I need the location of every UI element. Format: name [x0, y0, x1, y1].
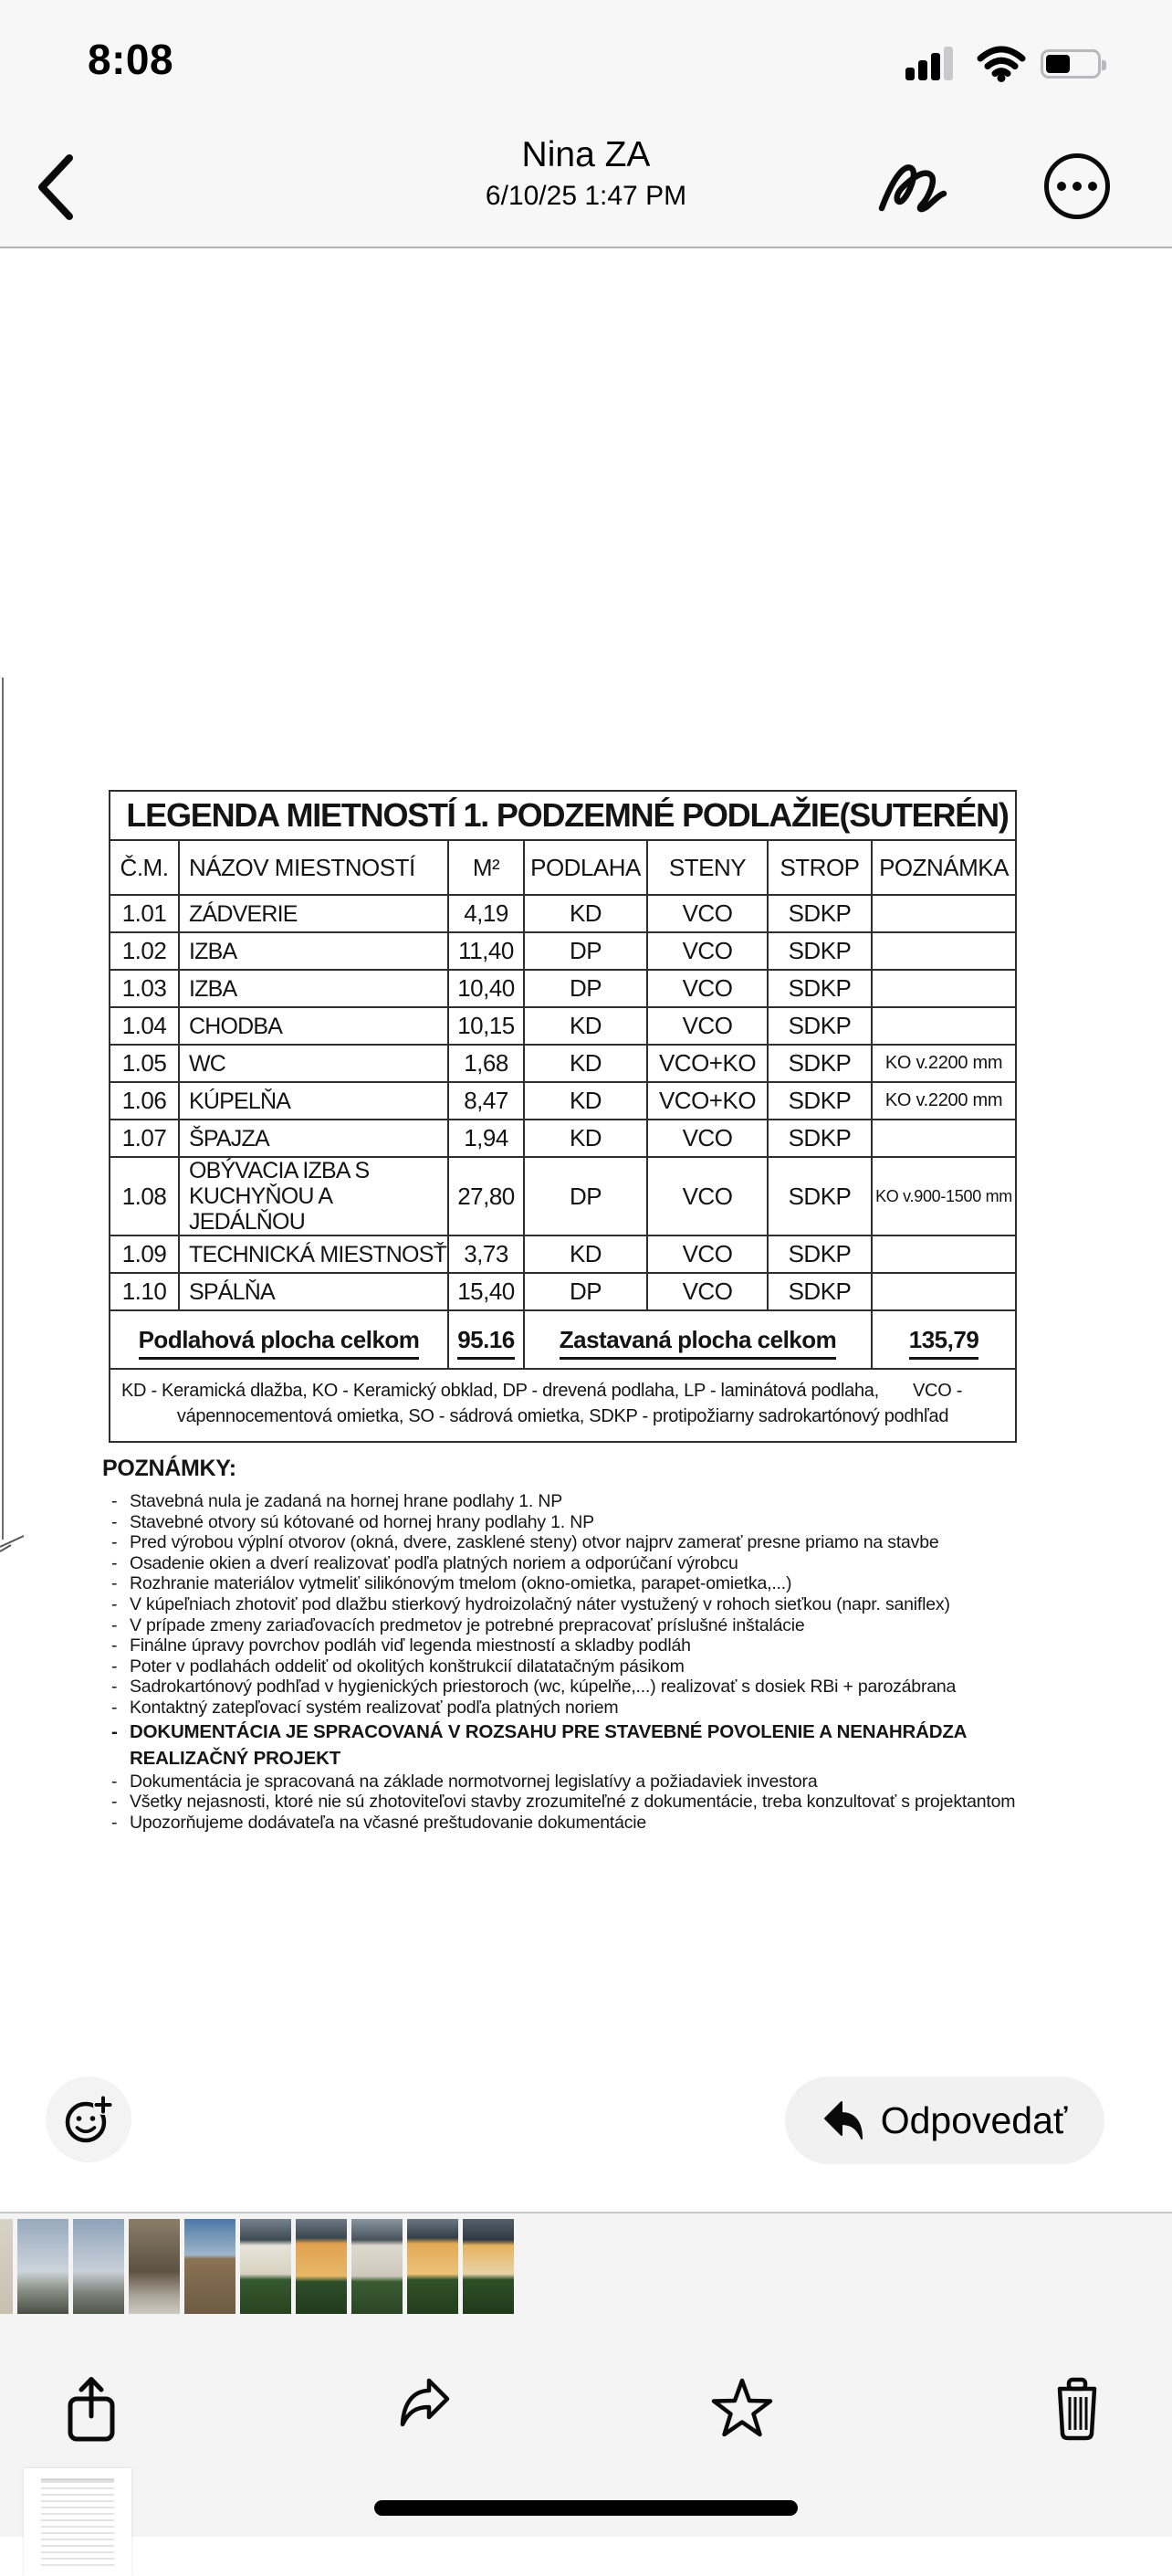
- back-button[interactable]: [31, 152, 78, 223]
- note-text: Všetky nejasnosti, ktoré nie sú zhotoviteľovi stavby zrozumiteľné z dokumentácie, treba konzultovať s projektantom: [130, 1792, 1016, 1813]
- table-cell: SDKP: [768, 1157, 872, 1235]
- note-bullet: -: [111, 1677, 118, 1698]
- note-text: Osadenie okien a dverí realizovať podľa platných noriem a odporúčaní výrobcu: [130, 1552, 738, 1573]
- note-text: DOKUMENTÁCIA JE SPRACOVANÁ V ROZSAHU PRE STAVEBNÉ POVOLENIE A NENAHRÁDZA REALIZAČNÝ PROJEKT: [130, 1720, 968, 1769]
- table-cell: KD: [524, 1120, 647, 1157]
- note-item: [102, 1615, 1125, 1636]
- table-cell: KD: [524, 1007, 647, 1045]
- abbreviation-footnote-row: [110, 1369, 1016, 1442]
- table-cell: [872, 970, 1016, 1007]
- abbreviation-footnote: [110, 1369, 1016, 1442]
- note-text: Upozorňujeme dodávateľa na včasné preštudovanie dokumentácie: [130, 1812, 647, 1833]
- battery-fill: [1046, 55, 1070, 73]
- note-bullet: -: [111, 1532, 118, 1553]
- note-item: [102, 1677, 1125, 1698]
- bottom-bar: [0, 2212, 1172, 2537]
- total-built-area-value: 135,79: [872, 1310, 1016, 1369]
- table-row: [110, 1045, 1016, 1082]
- footnote-line2: vápennocementová omietka, SO - sádrová omietka, SDKP - protipožiarny sadrokartónový podhľad: [176, 1406, 949, 1426]
- table-cell: 1.06: [110, 1082, 179, 1120]
- column-header: POZNÁMKA: [872, 840, 1016, 895]
- table-cell: SDKP: [768, 1235, 872, 1273]
- table-cell: SDKP: [768, 970, 872, 1007]
- dot: [1088, 182, 1097, 191]
- table-row: [110, 1007, 1016, 1045]
- table-row: [110, 932, 1016, 970]
- note-item: [102, 1635, 1125, 1656]
- table-cell: TECHNICKÁ MIESTNOSŤ: [179, 1235, 448, 1273]
- table-cell: 10,15: [448, 1007, 524, 1045]
- table-cell: [872, 1235, 1016, 1273]
- table-cell: 1.04: [110, 1007, 179, 1045]
- table-cell: WC: [179, 1045, 448, 1082]
- favorite-button[interactable]: [709, 2372, 775, 2445]
- table-cell: SDKP: [768, 1045, 872, 1082]
- markup-icon[interactable]: [874, 148, 958, 226]
- photo-thumbnail-edge[interactable]: [0, 2219, 13, 2314]
- note-bullet: -: [111, 1635, 118, 1656]
- note-item: [102, 1813, 1125, 1834]
- table-cell: 11,40: [448, 932, 524, 970]
- table-cell: CHODBA: [179, 1007, 448, 1045]
- smiley-plus-icon: [63, 2095, 114, 2144]
- table-cell: DP: [524, 970, 647, 1007]
- table-row: [110, 1120, 1016, 1157]
- total-floor-area-label: Podlahová plocha celkom: [110, 1310, 448, 1369]
- more-options-button[interactable]: [1044, 153, 1110, 219]
- table-cell: 1.05: [110, 1045, 179, 1082]
- table-cell: SDKP: [768, 1120, 872, 1157]
- table-cell: KD: [524, 1045, 647, 1082]
- photo-thumbnail-construction[interactable]: [129, 2219, 180, 2314]
- table-title-row: [110, 791, 1016, 840]
- note-text: Kontaktný zatepľovací systém realizovať podľa platných noriem: [130, 1697, 619, 1718]
- tapback-button[interactable]: [46, 2077, 131, 2162]
- table-cell: [872, 1273, 1016, 1310]
- table-cell: VCO: [647, 1007, 768, 1045]
- reply-arrow-icon: [822, 2099, 866, 2141]
- photo-thumbnail-house-2[interactable]: [296, 2219, 347, 2314]
- forward-icon: [398, 2377, 451, 2441]
- table-cell: DP: [524, 1273, 647, 1310]
- battery-icon: [1041, 49, 1101, 79]
- table-cell: KO v.2200 mm: [872, 1045, 1016, 1082]
- photo-thumbnail-house-4[interactable]: [407, 2219, 458, 2314]
- photo-thumbnail-house-5[interactable]: [463, 2219, 514, 2314]
- table-cell: 15,40: [448, 1273, 524, 1310]
- reply-button[interactable]: [785, 2077, 1104, 2164]
- top-bar: [0, 0, 1172, 248]
- footnote-line1-right: VCO -: [913, 1381, 963, 1401]
- table-row: [110, 1273, 1016, 1310]
- note-text: Stavebné otvory sú kótované od hornej hrany podlahy 1. NP: [130, 1511, 594, 1532]
- total-built-area-label: Zastavaná plocha celkom: [524, 1310, 872, 1369]
- note-bullet: -: [111, 1697, 118, 1718]
- dot: [1073, 182, 1082, 191]
- note-bullet: -: [111, 1812, 118, 1833]
- table-cell: 1.10: [110, 1273, 179, 1310]
- footnote-line1: KD - Keramická dlažba, KO - Keramický obklad, DP - drevená podlaha, LP - laminátová podlaha,: [121, 1381, 879, 1401]
- drawing-dimension-arrow: [0, 1527, 27, 1552]
- table-cell: VCO+KO: [647, 1045, 768, 1082]
- note-bullet: -: [111, 1614, 118, 1635]
- note-item: [102, 1698, 1125, 1719]
- column-header: PODLAHA: [524, 840, 647, 895]
- note-bullet: -: [111, 1771, 118, 1792]
- trash-icon: [1052, 2377, 1103, 2441]
- table-cell: 1,68: [448, 1045, 524, 1082]
- conversation-title: Nina ZA: [521, 135, 651, 174]
- table-row: [110, 895, 1016, 932]
- notes-section: [102, 1456, 1125, 1833]
- table-cell: 1.02: [110, 932, 179, 970]
- table-cell: VCO: [647, 1157, 768, 1235]
- table-cell: IZBA: [179, 970, 448, 1007]
- table-cell: ZÁDVERIE: [179, 895, 448, 932]
- note-item: [102, 1532, 1125, 1553]
- table-cell: VCO: [647, 895, 768, 932]
- status-time: 8:08: [88, 36, 174, 83]
- note-text: Sadrokartónový podhľad v hygienických priestoroch (wc, kúpelňe,...) realizovať s dosiek RBi + parozábrana: [130, 1677, 957, 1698]
- note-text: Finálne úpravy povrchov podláh viď legenda miestností a skladby podláh: [130, 1635, 691, 1656]
- table-cell: VCO: [647, 1120, 768, 1157]
- photo-thumbnail-mountain-2[interactable]: [73, 2219, 124, 2314]
- table-cell: 1.07: [110, 1120, 179, 1157]
- note-item: [102, 1553, 1125, 1574]
- table-cell: 1.09: [110, 1235, 179, 1273]
- table-cell: DP: [524, 1157, 647, 1235]
- thumbnail-strip-inner: [0, 2219, 514, 2338]
- table-cell: 10,40: [448, 970, 524, 1007]
- table-cell: [872, 932, 1016, 970]
- photo-thumbnail-house-1[interactable]: [240, 2219, 291, 2314]
- table-cell: 1.08: [110, 1157, 179, 1235]
- note-item: [102, 1491, 1125, 1512]
- note-bullet: -: [111, 1552, 118, 1573]
- cellular-signal-icon: [905, 46, 962, 82]
- reply-button-label: Odpovedať: [880, 2098, 1068, 2141]
- note-item: [102, 1512, 1125, 1533]
- table-cell: SDKP: [768, 895, 872, 932]
- table-cell: SDKP: [768, 1007, 872, 1045]
- note-text: Pred výrobou výplní otvorov (okná, dvere, zasklené steny) otvor najprv zamerať presne priamo na stavbe: [130, 1532, 939, 1553]
- column-header: STENY: [647, 840, 768, 895]
- document-thumbnail-selected[interactable]: [24, 2468, 131, 2576]
- totals-row: [110, 1310, 1016, 1369]
- note-bullet: -: [111, 1511, 118, 1532]
- star-icon: [710, 2377, 774, 2441]
- table-cell: ŠPAJZA: [179, 1120, 448, 1157]
- table-cell: KO v.900-1500 mm: [872, 1157, 1016, 1235]
- table-cell: VCO: [647, 932, 768, 970]
- note-item: [102, 1719, 1125, 1772]
- table-cell: SDKP: [768, 1273, 872, 1310]
- note-text: Dokumentácia je spracovaná na základe normotvornej legislatívy a požiadaviek investora: [130, 1771, 818, 1792]
- share-icon: [64, 2374, 119, 2444]
- table-cell: 4,19: [448, 895, 524, 932]
- status-icons: [905, 46, 1101, 82]
- table-cell: [872, 1120, 1016, 1157]
- dot: [1057, 182, 1066, 191]
- table-row: [110, 1082, 1016, 1120]
- photo-thumbnail-house-3[interactable]: [351, 2219, 403, 2314]
- share-button[interactable]: [58, 2372, 124, 2445]
- table-row: [110, 1157, 1016, 1235]
- table-cell: [872, 1007, 1016, 1045]
- conversation-header[interactable]: [221, 135, 951, 212]
- table-cell: 1.01: [110, 895, 179, 932]
- table-cell: KD: [524, 1082, 647, 1120]
- note-text: Stavebná nula je zadaná na hornej hrane podlahy 1. NP: [130, 1491, 563, 1511]
- note-item: [102, 1772, 1125, 1793]
- notes-heading: POZNÁMKY:: [102, 1456, 236, 1481]
- table-cell: VCO: [647, 1273, 768, 1310]
- legend-table-body: [110, 895, 1016, 1310]
- table-cell: [872, 895, 1016, 932]
- photo-thumbnail-mountain-1[interactable]: [17, 2219, 68, 2314]
- note-bullet: -: [111, 1491, 118, 1511]
- table-cell: VCO+KO: [647, 1082, 768, 1120]
- table-cell: 1,94: [448, 1120, 524, 1157]
- table-cell: IZBA: [179, 932, 448, 970]
- table-cell: VCO: [647, 970, 768, 1007]
- table-cell: 3,73: [448, 1235, 524, 1273]
- note-bullet: -: [111, 1720, 118, 1742]
- table-cell: 1.03: [110, 970, 179, 1007]
- table-cell: VCO: [647, 1235, 768, 1273]
- note-bullet: -: [111, 1573, 118, 1594]
- drawing-dimension-line: [2, 678, 4, 1540]
- document-sketch: [41, 2478, 114, 2566]
- table-cell: 27,80: [448, 1157, 524, 1235]
- note-item: [102, 1656, 1125, 1677]
- table-cell: KÚPELŇA: [179, 1082, 448, 1120]
- column-header: STROP: [768, 840, 872, 895]
- note-item: [102, 1594, 1125, 1615]
- table-cell: KD: [524, 1235, 647, 1273]
- column-header: Č.M.: [110, 840, 179, 895]
- column-header: M²: [448, 840, 524, 895]
- note-text-continuation: REALIZAČNÝ PROJEKT: [130, 1747, 341, 1769]
- note-text: V prípade zmeny zariaďovacích predmetov je potrebné prepracovať príslušné inštalácie: [130, 1614, 805, 1635]
- note-text: Poter v podlahách oddeliť od okolitých konštrukcií dilatatačným pásikom: [130, 1656, 685, 1677]
- message-timestamp: 6/10/25 1:47 PM: [485, 181, 687, 211]
- table-cell: KO v.2200 mm: [872, 1082, 1016, 1120]
- note-bullet: -: [111, 1593, 118, 1614]
- table-cell: KD: [524, 895, 647, 932]
- note-bullet: -: [111, 1656, 118, 1677]
- attachment-document[interactable]: [0, 250, 1172, 2058]
- total-floor-area-value: 95.16: [448, 1310, 524, 1369]
- table-row: [110, 1235, 1016, 1273]
- note-bullet: -: [111, 1792, 118, 1813]
- delete-button[interactable]: [1044, 2372, 1110, 2445]
- forward-button[interactable]: [392, 2372, 457, 2445]
- note-item: [102, 1573, 1125, 1594]
- note-text: Rozhranie materiálov vytmeliť silikónovým tmelom (okno-omietka, parapet-omietka,...): [130, 1573, 792, 1594]
- notes-list: [102, 1491, 1125, 1833]
- table-cell: SDKP: [768, 1082, 872, 1120]
- home-indicator[interactable]: [374, 2500, 798, 2516]
- note-text: V kúpeľniach zhotoviť pod dlažbu stierkový hydroizolačný náter vystužený v rohoch sieťkou (napr. saniflex): [130, 1593, 950, 1614]
- photo-thumbnail-field[interactable]: [184, 2219, 235, 2314]
- table-cell: OBÝVACIA IZBA S KUCHYŇOU A JEDÁLŇOU: [179, 1157, 448, 1235]
- table-cell: 8,47: [448, 1082, 524, 1120]
- room-legend-table: [109, 790, 1017, 1443]
- note-item: [102, 1792, 1125, 1813]
- table-title: LEGENDA MIETNOSTÍ 1. PODZEMNÉ PODLAŽIE(SUTERÉN): [110, 791, 1016, 840]
- table-cell: SPÁLŇA: [179, 1273, 448, 1310]
- column-header: NÁZOV MIESTNOSTÍ: [179, 840, 448, 895]
- table-header-row: [110, 840, 1016, 895]
- table-cell: DP: [524, 932, 647, 970]
- table-cell: SDKP: [768, 932, 872, 970]
- wifi-icon: [977, 46, 1026, 82]
- table-row: [110, 970, 1016, 1007]
